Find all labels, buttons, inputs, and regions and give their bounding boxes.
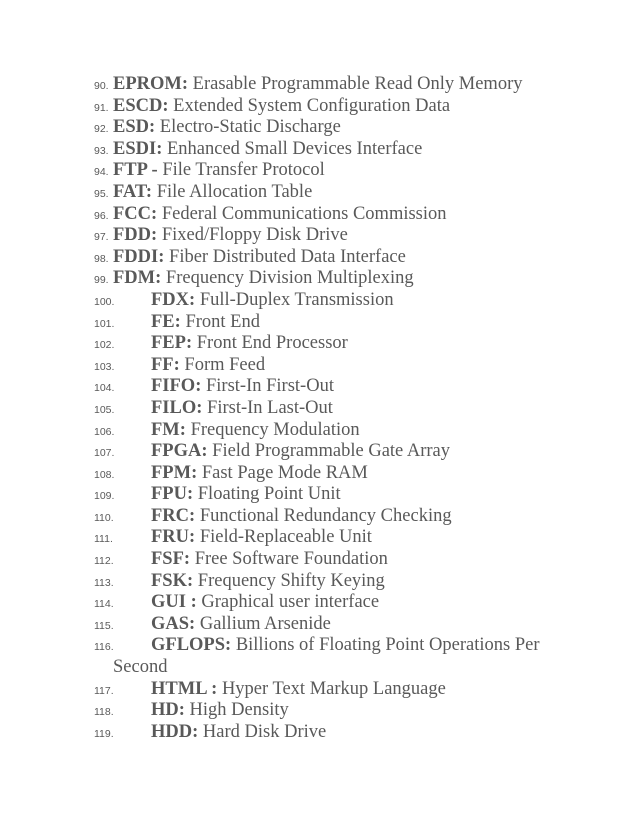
acronym-definition: Full-Duplex Transmission xyxy=(199,289,394,310)
list-item-text xyxy=(151,290,394,312)
list-item-number: 92. xyxy=(94,123,109,136)
term-separator: : xyxy=(158,246,165,267)
list-item-number: 106. xyxy=(94,425,115,438)
term-separator: : xyxy=(191,462,198,483)
list-item xyxy=(94,96,614,118)
acronym-term: FPU xyxy=(151,484,187,505)
list-item-text xyxy=(113,117,341,139)
term-separator: - xyxy=(146,160,158,181)
list-item-number: 94. xyxy=(94,166,109,179)
term-separator: : xyxy=(189,613,196,634)
list-item-number: 118. xyxy=(94,706,114,719)
list-item-text xyxy=(113,204,447,226)
list-item-number: 111. xyxy=(94,533,113,546)
acronym-term: FIFO xyxy=(151,376,196,397)
acronym-term: GUI xyxy=(151,592,186,613)
term-separator: : xyxy=(162,95,169,116)
term-separator: : xyxy=(196,397,203,418)
acronym-term: FRU xyxy=(151,527,190,548)
acronym-term: FRC xyxy=(151,505,190,526)
list-item xyxy=(94,268,614,290)
list-item xyxy=(94,376,614,398)
list-item-text xyxy=(113,74,522,96)
term-separator: : xyxy=(206,678,218,699)
list-item-text xyxy=(151,679,446,701)
list-item xyxy=(94,225,614,247)
acronym-term: FDD xyxy=(113,225,152,246)
list-item-text xyxy=(151,592,379,614)
term-separator: : xyxy=(192,721,199,742)
acronym-definition: Front End xyxy=(185,311,260,332)
term-separator: : xyxy=(174,311,181,332)
list-item xyxy=(94,592,614,614)
list-item-number: 117. xyxy=(94,684,114,697)
term-separator: : xyxy=(225,635,232,656)
term-separator: : xyxy=(151,225,158,246)
list-item-number: 116. xyxy=(94,641,114,654)
acronym-definition: Fixed/Floppy Disk Drive xyxy=(161,225,348,246)
list-item xyxy=(94,290,614,312)
list-item-text xyxy=(113,225,348,247)
acronym-definition: First-In First-Out xyxy=(206,376,334,397)
list-item xyxy=(94,614,614,636)
list-item xyxy=(94,463,614,485)
acronym-term: FM xyxy=(151,419,180,440)
list-item-text xyxy=(151,635,540,657)
list-item-text xyxy=(113,247,406,269)
acronym-definition: Enhanced Small Devices Interface xyxy=(167,138,423,159)
acronym-definition: Front End Processor xyxy=(196,333,348,354)
term-separator: : xyxy=(201,441,208,462)
list-item-text xyxy=(151,700,289,722)
list-item-number: 99. xyxy=(94,274,109,287)
list-item-number: 103. xyxy=(94,360,115,373)
acronym-term: HTML xyxy=(151,678,207,699)
term-separator: : xyxy=(195,376,202,397)
list-item-text xyxy=(151,312,260,334)
acronym-definition: Frequency Shifty Keying xyxy=(197,570,385,591)
list-item-number: 102. xyxy=(94,339,115,352)
acronym-definition: Federal Communications Commission xyxy=(161,203,447,224)
list-item-text xyxy=(113,160,325,182)
list-item-text xyxy=(151,549,388,571)
term-separator: : xyxy=(189,505,196,526)
list-item-number: 112. xyxy=(94,555,114,568)
list-item-text xyxy=(151,333,348,355)
acronym-definition: Free Software Foundation xyxy=(194,549,388,570)
list-item-text xyxy=(151,376,334,398)
acronym-term: HDD xyxy=(151,721,193,742)
list-item-number: 93. xyxy=(94,144,109,157)
acronym-definition: Hard Disk Drive xyxy=(202,721,327,742)
acronym-term: FCC xyxy=(113,203,152,224)
list-item-number: 104. xyxy=(94,382,115,395)
list-item xyxy=(94,420,614,442)
acronym-term: FTP xyxy=(113,160,147,181)
list-item-text xyxy=(151,614,331,636)
term-separator: : xyxy=(151,203,158,224)
list-item xyxy=(94,182,614,204)
acronym-term: GAS xyxy=(151,613,190,634)
list-item xyxy=(94,139,614,161)
term-separator: : xyxy=(181,74,189,94)
acronym-definition: High Density xyxy=(189,700,289,721)
list-item-number: 97. xyxy=(94,231,109,244)
acronym-term: FILO xyxy=(151,397,197,418)
acronym-term: FDDI xyxy=(113,246,159,267)
acronym-term: ESDI xyxy=(113,138,157,159)
list-item-number: 115. xyxy=(94,619,114,632)
acronym-definition: Electro-Static Discharge xyxy=(159,117,341,138)
acronym-term: ESCD xyxy=(113,95,163,116)
list-item xyxy=(94,571,614,593)
term-separator: : xyxy=(185,592,197,613)
acronym-term: FPM xyxy=(151,462,192,483)
list-item-number: 107. xyxy=(94,447,115,460)
term-separator: : xyxy=(179,419,186,440)
acronym-definition: First-In Last-Out xyxy=(207,397,333,418)
acronym-definition: Fast Page Mode RAM xyxy=(201,462,368,483)
list-item-text xyxy=(113,96,450,118)
list-item-number: 101. xyxy=(94,317,115,330)
list-item-number: 119. xyxy=(94,727,114,740)
list-item-number: 95. xyxy=(94,187,109,200)
acronym-definition: Frequency Division Multiplexing xyxy=(165,268,414,289)
acronym-term: FF xyxy=(151,354,174,375)
acronym-definition: Billions of Floating Point Operations Per xyxy=(235,635,540,656)
list-item-text xyxy=(151,463,368,485)
acronym-definition: Hyper Text Markup Language xyxy=(221,678,446,699)
list-item-text xyxy=(113,139,422,161)
term-separator: : xyxy=(189,289,196,310)
list-item xyxy=(94,679,614,701)
list-item xyxy=(94,700,614,722)
acronym-definition: Graphical user interface xyxy=(201,592,380,613)
term-separator: : xyxy=(173,354,180,375)
list-item-number: 110. xyxy=(94,511,114,524)
list-item xyxy=(94,484,614,506)
term-separator: : xyxy=(145,181,153,202)
term-separator: : xyxy=(178,700,185,721)
acronym-term: ESD xyxy=(113,117,149,138)
acronym-definition: Field Programmable Gate Array xyxy=(212,441,451,462)
acronym-definition: File Allocation Table xyxy=(156,181,313,202)
list-item xyxy=(94,160,614,182)
list-item xyxy=(94,312,614,334)
acronym-term: FAT xyxy=(113,181,146,202)
list-item-text xyxy=(151,398,333,420)
list-item xyxy=(94,204,614,226)
list-item-number: 100. xyxy=(94,295,115,308)
acronym-definition: Form Feed xyxy=(184,354,266,375)
list-item xyxy=(94,247,614,269)
list-item xyxy=(94,722,614,744)
list-item-number: 91. xyxy=(94,101,109,114)
list-item-number: 108. xyxy=(94,468,115,481)
list-item-text xyxy=(151,722,326,744)
list-item-number: 96. xyxy=(94,209,109,222)
list-item-number: 109. xyxy=(94,490,115,503)
acronym-definition: Fiber Distributed Data Interface xyxy=(169,246,406,267)
term-separator: : xyxy=(186,484,194,505)
list-item-number: 90. xyxy=(94,80,109,92)
acronym-term: FEP xyxy=(151,333,186,354)
list-item-text xyxy=(151,420,360,442)
list-item-text xyxy=(151,506,452,528)
term-separator: : xyxy=(149,117,156,138)
term-separator: : xyxy=(156,138,163,159)
list-item-text xyxy=(151,441,450,463)
list-item-text xyxy=(113,268,414,290)
list-item xyxy=(94,355,614,377)
list-item xyxy=(94,117,614,139)
list-item xyxy=(94,441,614,463)
acronym-definition-continued: Second xyxy=(113,657,168,678)
term-separator: : xyxy=(155,268,162,289)
list-item xyxy=(94,398,614,420)
acronym-term: GFLOPS xyxy=(151,635,226,656)
list-item-text xyxy=(151,484,341,506)
acronym-term: FDM xyxy=(113,268,156,289)
term-separator: : xyxy=(185,333,193,354)
acronym-definition: Erasable Programmable Read Only Memory xyxy=(192,74,523,94)
acronym-term: FPGA xyxy=(151,441,202,462)
acronym-definition: Functional Redundancy Checking xyxy=(199,505,452,526)
list-item-number: 98. xyxy=(94,252,109,265)
list-item-number: 105. xyxy=(94,403,115,416)
list-item-text xyxy=(151,571,385,593)
term-separator: : xyxy=(183,549,191,570)
acronym-definition: File Transfer Protocol xyxy=(162,160,325,181)
acronym-definition: Gallium Arsenide xyxy=(199,613,331,634)
term-separator: : xyxy=(189,527,196,548)
acronym-list xyxy=(94,74,614,743)
list-item-text xyxy=(151,355,265,377)
acronym-term: FDX xyxy=(151,289,190,310)
list-item-number: 113. xyxy=(94,576,114,589)
list-item xyxy=(94,506,614,528)
acronym-term: FSF xyxy=(151,549,184,570)
acronym-definition: Frequency Modulation xyxy=(190,419,360,440)
acronym-term: FE xyxy=(151,311,175,332)
list-item-text xyxy=(113,182,312,204)
acronym-term: HD xyxy=(151,700,179,721)
acronym-definition: Field-Replaceable Unit xyxy=(199,527,372,548)
list-item xyxy=(94,333,614,355)
list-item xyxy=(94,635,614,678)
list-item xyxy=(94,549,614,571)
list-item-text xyxy=(151,527,372,549)
list-item-number: 114. xyxy=(94,598,114,611)
list-item xyxy=(94,74,614,96)
term-separator: : xyxy=(186,570,194,591)
list-item xyxy=(94,527,614,549)
acronym-definition: Floating Point Unit xyxy=(197,484,341,505)
acronym-term: FSK xyxy=(151,570,187,591)
acronym-term: EPROM xyxy=(113,74,182,94)
acronym-definition: Extended System Configuration Data xyxy=(173,95,451,116)
